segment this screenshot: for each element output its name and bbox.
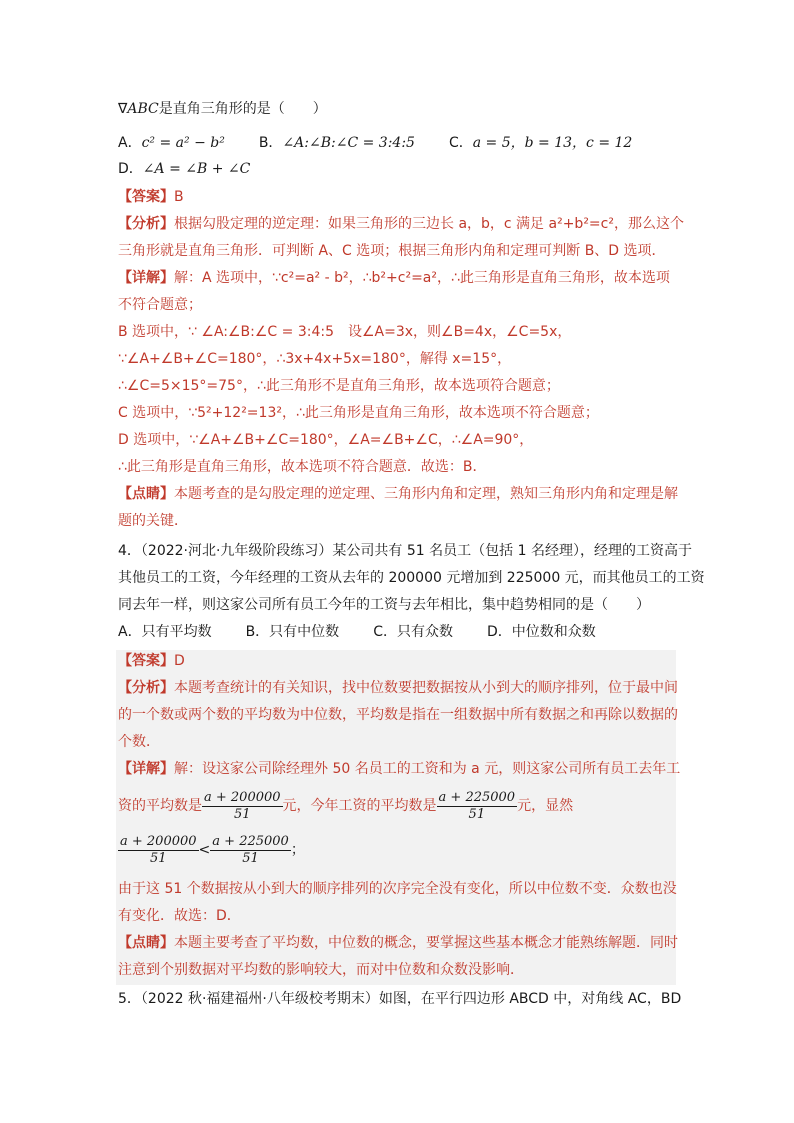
q4-stem-3: 同去年一样，则这家公司所有员工今年的工资与去年相比，集中趋势相同的是（ ） xyxy=(118,597,650,613)
q3-review-2: 题的关键． xyxy=(118,513,188,529)
q3-detail-5: ∴∠C=5×15°=75°，∴此三角形不是直角三角形，故本选项符合题意； xyxy=(118,378,560,394)
q3-detail-2: 不符合题意； xyxy=(118,297,202,313)
q3-option-d: D．∠A = ∠B + ∠C xyxy=(118,161,251,177)
q4-stem-2: 其他员工的工资，今年经理的工资从去年的 200000 元增加到 225000 元，而其他员工的工资 xyxy=(118,570,705,586)
fraction-compare-right: $\frac{a + 225000}{51}$ xyxy=(212,833,289,866)
q4-options: A．只有平均数 B．只有中位数 C．只有众数 D．中位数和众数 xyxy=(118,624,596,640)
q3-answer: 【答案】B xyxy=(118,189,184,205)
q3-detail-4: ∵∠A+∠B+∠C=180°，∴3x+4x+5x=180°，解得 x=15°， xyxy=(118,351,512,367)
q3-options-abc: A．c² = a² − b² B．∠A:∠B:∠C = 3:4:5 C．a = 5，b = 13，c = 12 xyxy=(118,135,633,151)
q3-analysis-2: 三角形就是直角三角形．可判断 A、C 选项；根据三角形内角和定理可判断 B、D 选项． xyxy=(118,243,666,259)
q3-analysis-1: 【分析】根据勾股定理的逆定理：如果三角形的三边长 a，b，c 满足 a²+b²=c²，那么这个 xyxy=(118,216,684,232)
q4-answer: 【答案】D xyxy=(118,653,185,669)
q3-detail-6: C 选项中，∵5²+12²=13²，∴此三角形是直角三角形，故本选项不符合题意； xyxy=(118,405,599,421)
q4-analysis-1: 【分析】本题考查统计的有关知识，找中位数要把数据按从小到大的顺序排列，位于最中间 xyxy=(118,680,678,696)
q3-detail-8: ∴此三角形是直角三角形，故本选项不符合题意．故选：B． xyxy=(118,459,487,475)
q3-detail-7: D 选项中，∵∠A+∠B+∠C=180°，∠A=∠B+∠C，∴∠A=90°， xyxy=(118,432,534,448)
q4-detail-1: 【详解】解：设这家公司除经理外 50 名员工的工资和为 a 元，则这家公司所有员工去年工 xyxy=(118,761,681,777)
q3-detail-3: B 选项中，∵ ∠A:∠B:∠C = 3:4:5 设∠A=3x，则∠B=4x，∠C=5x， xyxy=(118,324,572,340)
q4-detail-3: $\frac{a + 200000}{51}$ < $\frac{a + 225000}{51}$ ； xyxy=(120,833,305,866)
fraction-compare-left: $\frac{a + 200000}{51}$ xyxy=(120,833,197,866)
fraction-last-year: $\frac{a + 200000}{51}$ xyxy=(204,789,281,822)
fraction-this-year: $\frac{a + 225000}{51}$ xyxy=(438,789,516,822)
q3-detail-1: 【详解】解：A 选项中，∵c²=a² - b²，∴b²+c²=a²，∴此三角形是直角三角形，故本选项 xyxy=(118,270,670,286)
q4-detail-4: 由于这 51 个数据按从小到大的顺序排列的次序完全没有变化，所以中位数不变．众数也没 xyxy=(118,881,677,897)
q3-review-1: 【点睛】本题考查的是勾股定理的逆定理、三角形内角和定理，熟知三角形内角和定理是解 xyxy=(118,486,678,502)
q4-analysis-3: 个数． xyxy=(118,734,160,750)
q4-review-1: 【点睛】本题主要考查了平均数，中位数的概念，要掌握这些基本概念才能熟练解题．同时 xyxy=(118,935,678,951)
q4-analysis-2: 的一个数或两个数的平均数为中位数，平均数是指在一组数据中所有数据之和再除以数据的 xyxy=(118,707,678,723)
q4-detail-5: 有变化．故选：D． xyxy=(118,908,241,924)
q4-review-2: 注意到个别数据对平均数的影响较大，而对中位数和众数没影响． xyxy=(118,962,524,978)
q3-stem: ∇ABC是直角三角形的是（ ） xyxy=(118,101,327,117)
q4-detail-2: 资的平均数是 $\frac{a + 200000}{51}$ 元，今年工资的平均数是 $\frac{a + 225000}{51}$ 元，显然 xyxy=(118,789,574,822)
q4-stem-1: 4．（2022·河北·九年级阶段练习）某公司共有 51 名员工（包括 1 名经理），经理的工资高于 xyxy=(118,543,692,559)
q5-stem-1: 5．（2022 秋·福建福州·八年级校考期末）如图，在平行四边形 ABCD 中，对角线 AC，BD xyxy=(118,991,682,1007)
